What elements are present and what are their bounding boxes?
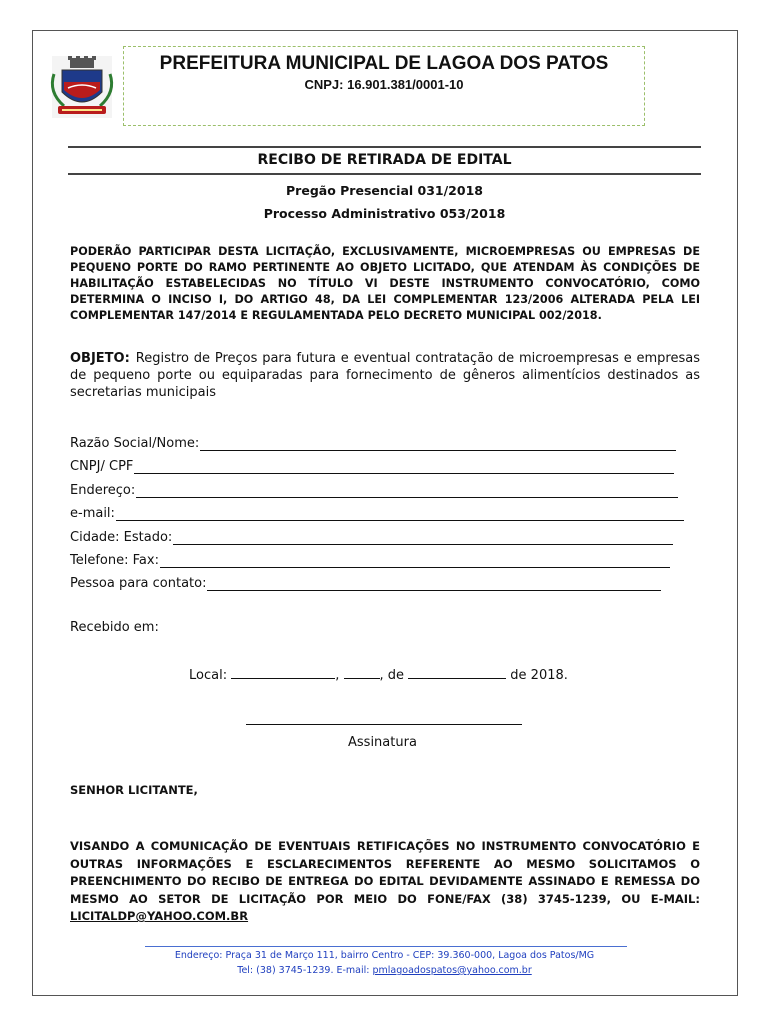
objeto-text: Registro de Preços para futura e eventual contratação de microempresas e empresas de pequeno porte ou equiparadas para fornecimento de gêneros alimentícios destinados as secretarias municipais: [70, 351, 700, 400]
org-cnpj: CNPJ: 16.901.381/0001-10: [304, 77, 464, 92]
municipal-crest-logo: [44, 52, 120, 122]
footer-rule: [145, 946, 627, 947]
title-rule-top: [68, 146, 701, 148]
fill-line[interactable]: [173, 531, 673, 545]
header-box: [123, 46, 645, 126]
field-pessoa-contato[interactable]: [70, 573, 661, 591]
field-email[interactable]: [70, 503, 684, 521]
processo-number: Processo Administrativo 053/2018: [263, 206, 506, 221]
footer-phone: Tel: (38) 3745-1239. E-mail:: [237, 965, 373, 976]
notice-email-link[interactable]: LICITALDP@YAHOO.COM.BR: [70, 909, 249, 923]
field-cidade-estado[interactable]: [70, 527, 673, 545]
notice-paragraph: [70, 838, 700, 926]
pregao-number: Pregão Presencial 031/2018: [286, 183, 483, 198]
signature-line[interactable]: [246, 724, 522, 725]
footer-email-link[interactable]: pmlagoadospatos@yahoo.com.br: [372, 965, 532, 976]
fill-line[interactable]: [160, 554, 670, 568]
field-cnpj-cpf[interactable]: [70, 456, 674, 474]
field-label: e-mail:: [70, 506, 115, 521]
fill-line[interactable]: [136, 484, 678, 498]
field-telefone-fax[interactable]: [70, 550, 670, 568]
field-label: Endereço:: [70, 483, 136, 498]
field-label: Pessoa para contato:: [70, 576, 207, 591]
date-sep-1: ,: [335, 668, 340, 683]
notice-salutation: SENHOR LICITANTE,: [70, 783, 198, 797]
field-endereco[interactable]: [70, 480, 678, 498]
field-label: Cidade: Estado:: [70, 530, 173, 545]
document-title: RECIBO DE RETIRADA DE EDITAL: [257, 152, 512, 168]
objeto-paragraph: [70, 350, 700, 401]
local-blank[interactable]: [231, 666, 335, 679]
notice-body: VISANDO A COMUNICAÇÃO DE EVENTUAIS RETIFICAÇÕES NO INSTRUMENTO CONVOCATÓRIO E OUTRAS INFORMAÇÕES E ESCLARECIMENTOS REFERENTE AO MESMO SOLICITAMOS O PREENCHIMENTO DO RECIBO DE ENTREGA DO EDITAL DEVIDAMENTE ASSINADO E REMESSA DO MESMO AO SETOR DE LICITAÇÃO POR MEIO DO FONE/FAX (38) 3745-1239, OU E-MAIL:: [70, 839, 700, 906]
local-date-line: [189, 666, 568, 683]
title-rule-bottom: [68, 173, 701, 175]
signature-label: Assinatura: [348, 735, 417, 750]
fill-line[interactable]: [207, 577, 661, 591]
recebido-label: Recebido em:: [70, 620, 159, 635]
field-razao-social[interactable]: [70, 433, 676, 451]
field-label: Telefone: Fax:: [70, 553, 159, 568]
footer-contact: [68, 965, 701, 976]
field-label: Razão Social/Nome:: [70, 436, 200, 451]
fill-line[interactable]: [200, 437, 676, 451]
footer-address: Endereço: Praça 31 de Março 111, bairro Centro - CEP: 39.360-000, Lagoa dos Patos/MG: [174, 950, 595, 961]
date-year: de 2018.: [510, 668, 568, 683]
objeto-label: OBJETO:: [70, 351, 130, 366]
local-label: Local:: [189, 668, 228, 683]
eligibility-paragraph: PODERÃO PARTICIPAR DESTA LICITAÇÃO, EXCLUSIVAMENTE, MICROEMPRESAS OU EMPRESAS DE PEQUENO PORTE DO RAMO PERTINENTE AO OBJETO LICITADO, QUE ATENDAM ÀS CONDIÇÕES DE HABILITAÇÃO ESTABELECIDAS NO TÍTULO VI DESTE INSTRUMENTO CONVOCATÓRIO, COMO DETERMINA O INCISO I, DO ARTIGO 48, DA LEI COMPLEMENTAR 123/2006 ALTERADA PELA LEI COMPLEMENTAR 147/2014 E REGULAMENTADA PELO DECRETO MUNICIPAL 002/2018.: [70, 245, 700, 322]
field-label: CNPJ/ CPF: [70, 459, 134, 474]
org-title: PREFEITURA MUNICIPAL DE LAGOA DOS PATOS: [159, 53, 609, 74]
fill-line[interactable]: [134, 460, 674, 474]
day-blank[interactable]: [344, 666, 380, 679]
fill-line[interactable]: [116, 507, 684, 521]
date-sep-2: , de: [379, 668, 405, 683]
month-blank[interactable]: [408, 666, 506, 679]
